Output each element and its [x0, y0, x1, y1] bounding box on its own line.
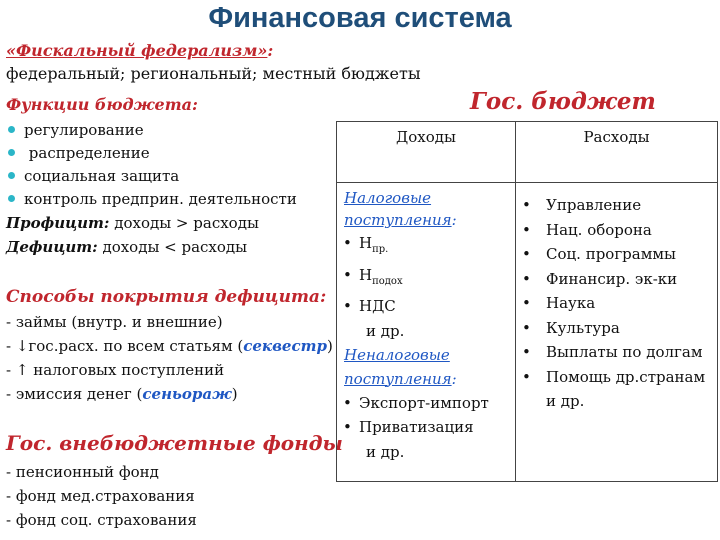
nontax-revenue-etc: и др.: [366, 442, 405, 461]
list-item: • Наука: [516, 291, 717, 316]
income-cell: [337, 183, 516, 482]
bullet-icon: [8, 195, 15, 202]
list-item: [337, 263, 515, 295]
budget-functions-heading: [6, 95, 198, 114]
list-item: • Культура: [516, 316, 717, 341]
coverage-suffix: ): [326, 337, 333, 355]
tax-name-subscript: пр.: [372, 244, 389, 255]
bullet-icon: [8, 149, 15, 156]
tax-revenue-list: [337, 231, 515, 319]
income-header: Доходы: [337, 122, 516, 183]
budget-functions-label: Функции бюджета: [6, 95, 192, 114]
function-item-label: социальная защита: [24, 167, 180, 185]
fund-item: - пенсионный фонд: [6, 463, 159, 481]
nontax-revenue-label: поступления: [344, 369, 452, 388]
tax-name: Н: [359, 234, 373, 252]
deficit-line: [6, 238, 247, 256]
nontax-revenue-list: [337, 391, 515, 440]
function-item-label: регулирование: [24, 121, 144, 139]
tax-name: Н: [359, 265, 373, 284]
coverage-text: гос.расх. по всем статьям (: [28, 337, 244, 355]
tax-revenue-label: поступления: [344, 211, 452, 229]
nontax-revenue-label: Неналоговые: [344, 345, 450, 364]
surplus-label: Профицит:: [6, 214, 110, 232]
budget-table: [336, 121, 718, 482]
deficit-text: доходы < расходы: [97, 238, 248, 256]
coverage-item: [6, 361, 224, 379]
surplus-text: доходы > расходы: [109, 214, 259, 232]
list-item: • Управление: [516, 193, 717, 218]
tax-name-subscript: подох: [372, 275, 403, 287]
state-budget-heading: Гос. бюджет: [470, 88, 656, 115]
expenses-etc: и др.: [546, 392, 585, 410]
tax-revenue-colon: :: [451, 211, 457, 229]
expenses-list: [516, 193, 717, 389]
budget-functions-colon: :: [192, 95, 198, 114]
list-item: [337, 294, 515, 319]
coverage-prefix: - эмиссия денег (: [6, 385, 143, 403]
bullet-icon: [8, 172, 15, 179]
tax-name: НДС: [359, 297, 396, 315]
tax-revenue-etc: и др.: [366, 321, 405, 340]
coverage-text: налоговых поступлений: [28, 361, 225, 379]
list-item: • Выплаты по долгам: [516, 340, 717, 365]
surplus-line: [6, 214, 259, 232]
fund-item: - фонд соц. страхования: [6, 511, 197, 529]
fiscal-federalism-label: «Фискальный федерализм»: [6, 41, 268, 60]
fiscal-colon: :: [267, 41, 274, 60]
expenses-header: Расходы: [516, 122, 718, 183]
deficit-label: Дефицит:: [6, 238, 98, 256]
coverage-item: [6, 385, 238, 403]
coverage-item: - займы (внутр. и внешние): [6, 313, 223, 331]
function-item: [8, 121, 144, 139]
function-item-label: контроль предприн. деятельности: [24, 190, 297, 208]
fiscal-federalism-text: федеральный; региональный; местный бюджеты: [6, 64, 421, 83]
tax-revenue-heading: [337, 187, 515, 231]
fiscal-federalism-heading: [6, 41, 273, 60]
coverage-suffix: ): [231, 385, 238, 403]
list-item: • Экспорт-импорт: [337, 391, 515, 416]
coverage-prefix: -: [6, 337, 16, 355]
function-item-label: распределение: [28, 144, 150, 162]
function-item: [8, 167, 179, 185]
nontax-revenue-heading: [337, 343, 515, 391]
seigniorage-term: сеньораж: [142, 385, 232, 403]
coverage-item: [6, 337, 333, 355]
extrabudgetary-funds-heading: Гос. внебюджетные фонды: [6, 431, 343, 455]
sequester-term: секвестр: [243, 337, 327, 355]
list-item: • Соц. программы: [516, 242, 717, 267]
list-item: [337, 231, 515, 263]
list-item: • Помощь др.странам: [516, 365, 717, 390]
arrow-down-icon: ↓: [15, 337, 29, 355]
function-item: [8, 190, 297, 208]
fund-item: - фонд мед.страхования: [6, 487, 195, 505]
tax-revenue-label: Налоговые: [344, 189, 432, 207]
list-item: • Нац. оборона: [516, 218, 717, 243]
page-title: Финансовая система: [208, 2, 512, 34]
bullet-icon: [8, 126, 15, 133]
expenses-cell: [516, 183, 718, 482]
list-item: • Приватизация: [337, 415, 515, 440]
list-item: • Финансир. эк-ки: [516, 267, 717, 292]
nontax-revenue-colon: :: [451, 369, 457, 388]
function-item: [8, 144, 150, 162]
arrow-up-icon: ↑: [15, 361, 29, 379]
coverage-prefix: -: [6, 361, 16, 379]
deficit-coverage-heading: Способы покрытия дефицита:: [6, 287, 327, 307]
